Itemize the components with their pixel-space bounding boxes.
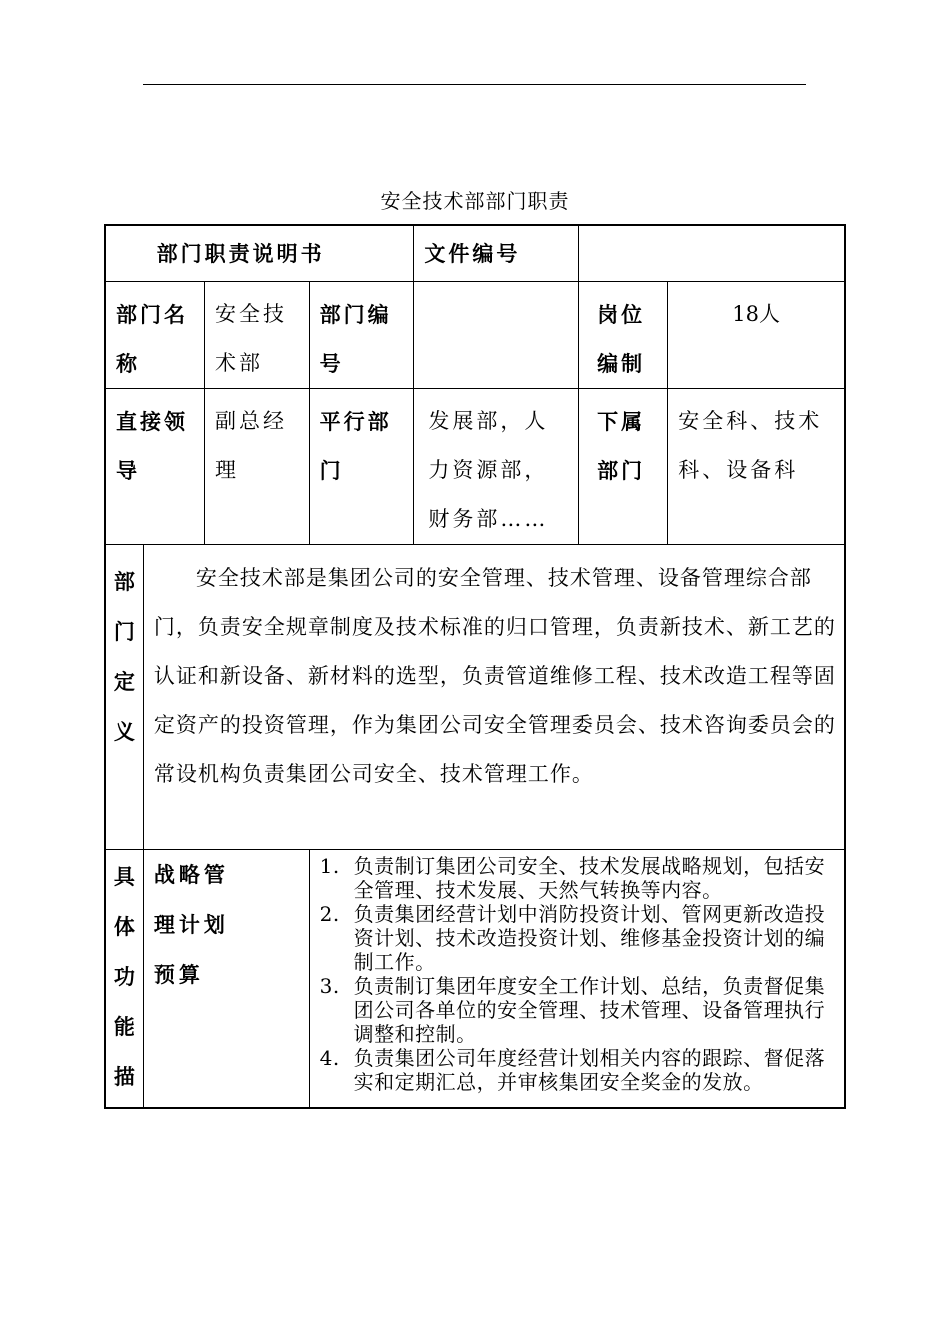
staffing-label: 岗位编制 [597,302,646,376]
sub-label-cell [579,389,668,545]
list-item [320,854,836,902]
definition-label [106,545,143,757]
staffing-label-cell [579,282,668,389]
dept-no-label-cell [309,282,414,389]
sub-value: 安全科、技术科、设备科 [678,409,823,482]
sub-value-cell [668,389,845,545]
list-item-number: 1. [319,854,340,878]
list-item-text: 负责集团公司年度经营计划相关内容的跟踪、督促落实和定期汇总，并审核集团安全奖金的发放。 [353,1046,826,1094]
functions-label-char: 具 [113,864,135,889]
parallel-value-cell [414,389,579,545]
list-item-number: 2. [319,902,340,926]
definition-row [105,545,845,850]
parallel-label: 平行部门 [319,409,392,483]
functions-list [310,850,844,1096]
dept-name-label-cell [105,282,204,389]
duty-table [104,224,846,1109]
functions-category-cell [143,850,309,1108]
functions-label-char: 能 [113,1014,135,1039]
list-item-text: 负责制订集团年度安全工作计划、总结，负责督促集团公司各单位的安全管理、技术管理、设备管理执行调整和控制。 [353,974,826,1046]
list-item [320,1046,836,1094]
functions-label-char: 功 [113,964,135,989]
dept-no-label: 部门编号 [319,302,392,376]
definition-label-char: 义 [113,719,135,744]
leader-label: 直接领导 [116,409,188,483]
dept-name-value-cell [204,282,309,389]
file-no-label-cell [414,225,579,282]
dept-no-value-cell [414,282,579,389]
functions-label-cell [105,850,143,1108]
functions-row [105,850,845,1108]
list-item-number: 3. [319,974,340,998]
dept-name-label: 部门名称 [116,302,188,376]
header-label-cell [105,225,414,282]
document-title: 安全技术部部门职责 [380,189,570,213]
sub-label: 下属部门 [597,409,646,483]
functions-category: 战略管理计划预算 [153,862,229,987]
relations-row [105,389,845,545]
parallel-value: 发展部，人力资源部，财务部…… [428,409,549,531]
leader-label-cell [105,389,204,545]
leader-value-cell [204,389,309,545]
list-item-text: 负责制订集团公司安全、技术发展战略规划，包括安全管理、技术发展、天然气转换等内容。 [353,854,826,902]
header-rule [143,84,806,85]
header-label: 部门职责说明书 [156,241,325,266]
definition-label-char: 部 [113,569,135,594]
dept-no-value [414,282,578,290]
definition-text-cell [143,545,845,850]
parallel-label-cell [309,389,414,545]
definition-text: 安全技术部是集团公司的安全管理、技术管理、设备管理综合部门，负责安全规章制度及技术标准的归口管理，负责新技术、新工艺的认证和新设备、新材料的选型，负责管道维修工程、技术改造工程等固定资产的投资管理，作为集团公司安全管理委员会、技术咨询委员会的常设机构负责集团公司安全、技术管理工作。 [153,566,836,786]
list-item [320,902,836,974]
list-item-text: 负责集团经营计划中消防投资计划、管网更新改造投资计划、技术改造投资计划、维修基金投资计划的编制工作。 [353,902,826,974]
list-item-number: 4. [319,1046,340,1070]
list-item [320,974,836,1046]
functions-list-cell [309,850,845,1108]
leader-value: 副总经理 [214,409,287,482]
file-no-label: 文件编号 [424,241,521,266]
definition-label-char: 门 [113,619,135,644]
definition-label-char: 定 [113,669,135,694]
dept-name-value: 安全技术部 [214,302,287,375]
file-no-value-cell [579,225,845,282]
dept-info-row [105,282,845,389]
functions-label-char: 描 [113,1064,135,1089]
staffing-value: 18人 [732,302,780,326]
functions-label-char: 体 [113,914,135,939]
definition-label-cell [105,545,143,850]
table-header-row [105,225,845,282]
functions-label [106,850,143,1102]
staffing-value-cell [668,282,845,389]
